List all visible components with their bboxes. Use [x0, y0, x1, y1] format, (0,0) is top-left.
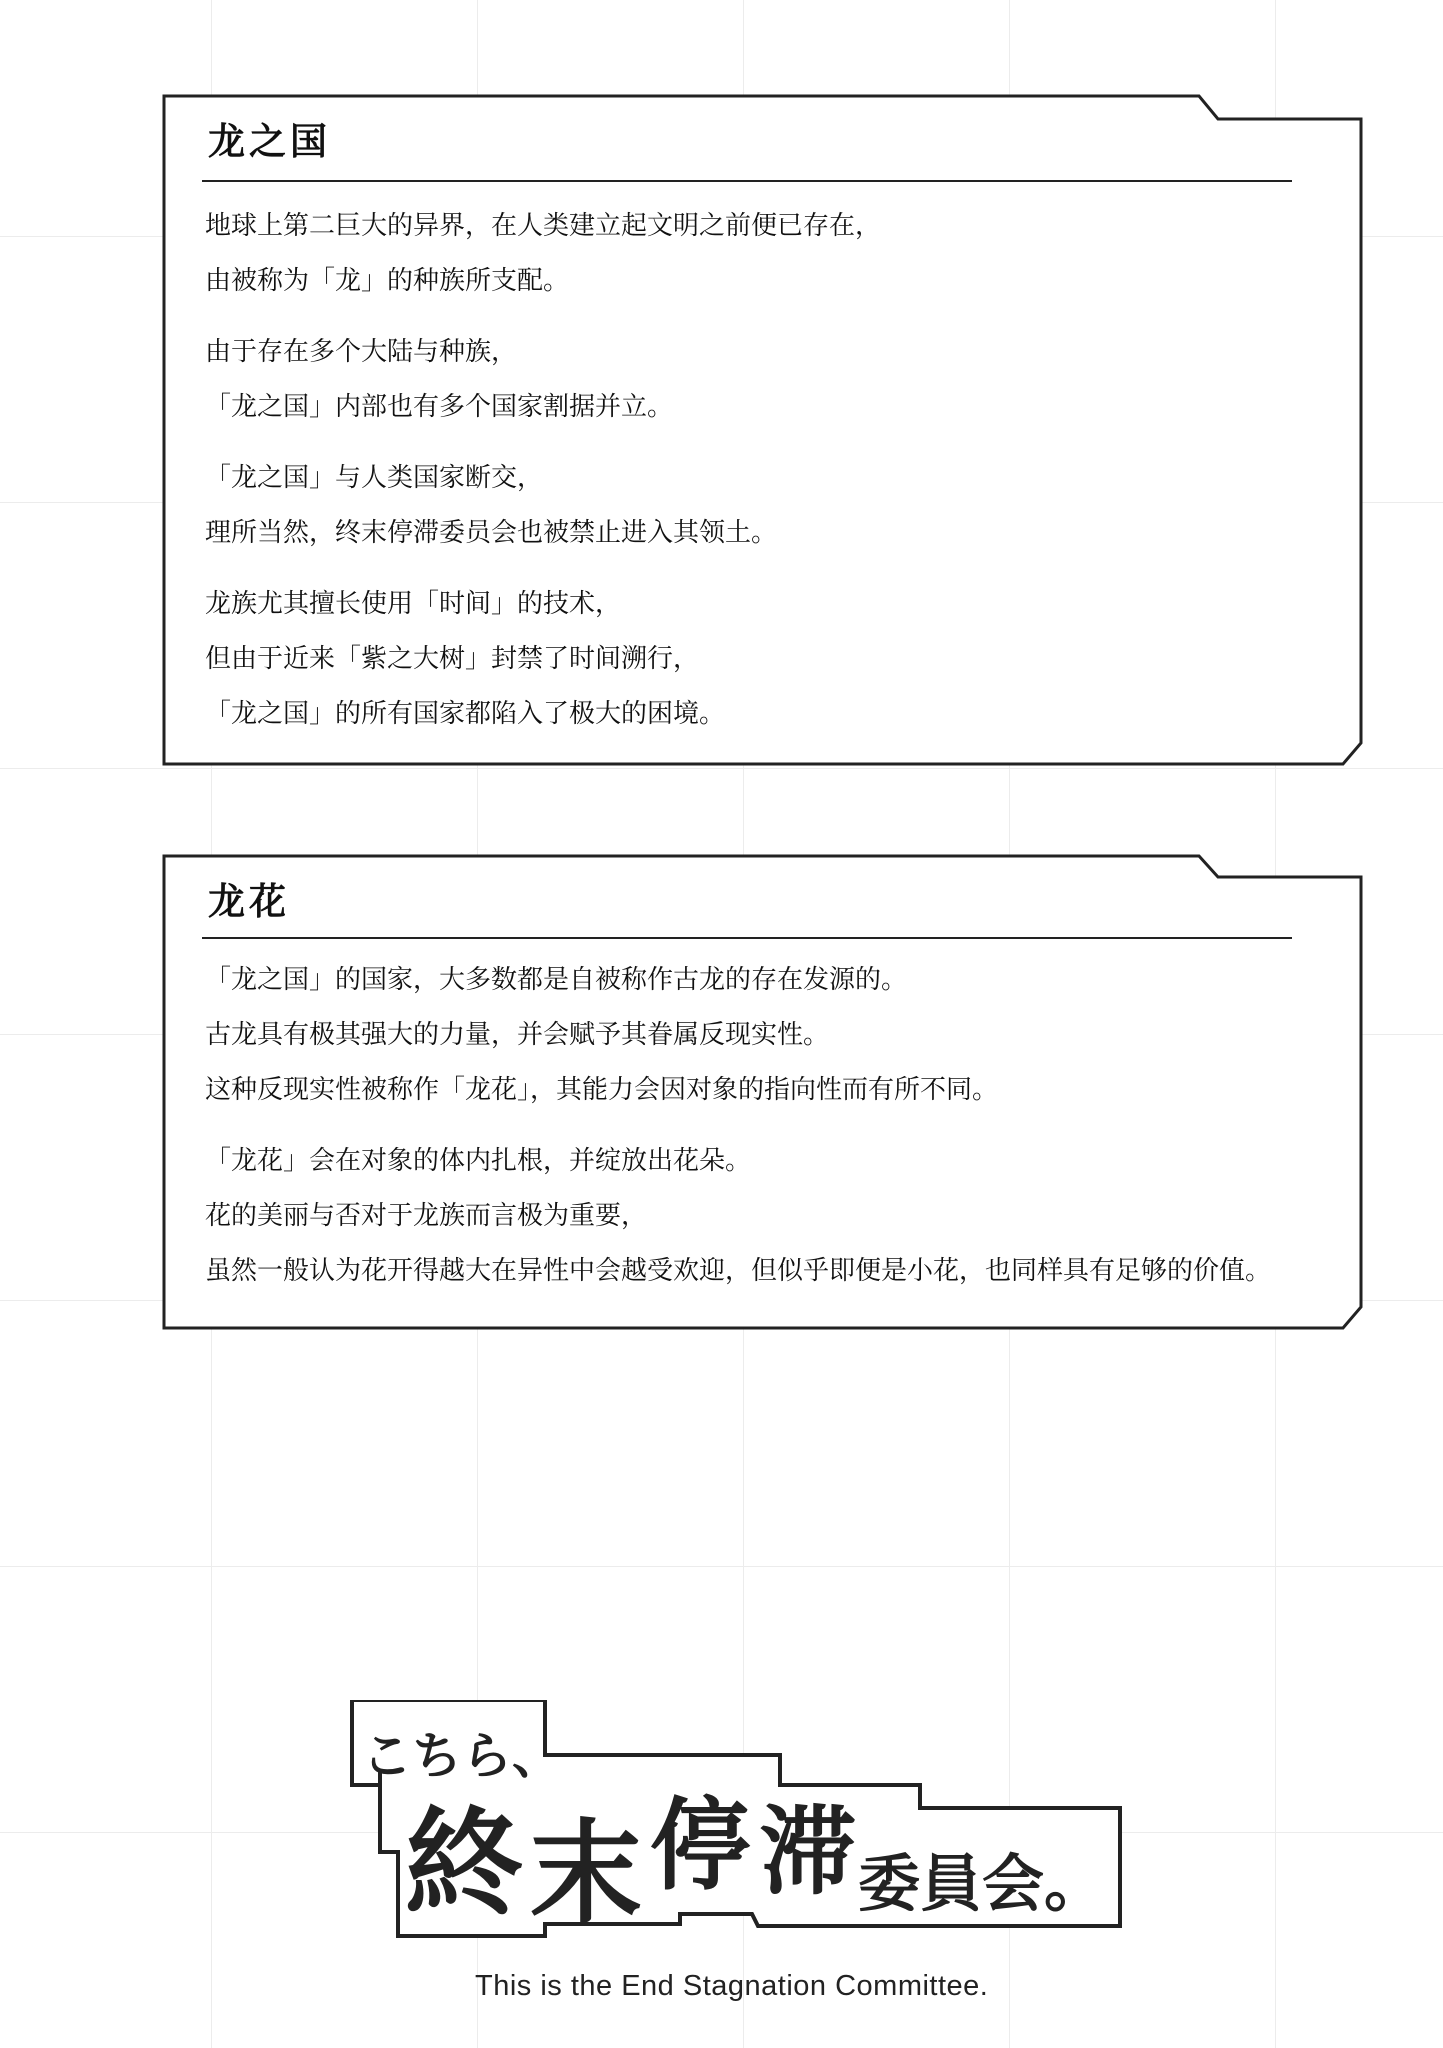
paragraph — [205, 577, 881, 742]
logo-char: 終 — [405, 1795, 524, 1933]
text-line: 地球上第二巨大的异界，在人类建立起文明之前便已存在， — [205, 211, 882, 241]
info-card-dragon-flower — [163, 855, 1363, 1330]
text-line: 由被称为「龙」的种族所支配。 — [205, 266, 570, 296]
logo-char: 末 — [530, 1809, 642, 1939]
paragraph — [205, 325, 881, 435]
card-body — [205, 953, 1271, 1299]
paragraph-gap — [205, 309, 881, 325]
text-line: 由于存在多个大陆与种族， — [205, 337, 518, 367]
paragraph — [205, 1134, 1271, 1299]
logo-sub: 委員会。 — [858, 1847, 1107, 1920]
tagline: This is the End Stagnation Committee. — [475, 1970, 989, 2002]
paragraph — [205, 199, 881, 309]
paragraph — [205, 953, 1271, 1118]
text-line: 古龙具有极其强大的力量，并会赋予其眷属反现实性。 — [205, 1020, 830, 1050]
text-line: 「龙之国」的国家，大多数都是自被称作古龙的存在发源的。 — [205, 965, 908, 995]
card-title: 龙花 — [208, 880, 290, 923]
text-line: 龙族尤其擅长使用「时间」的技术， — [205, 589, 622, 619]
text-line: 「龙之国」内部也有多个国家割据并立。 — [205, 392, 674, 422]
paragraph-gap — [205, 561, 881, 577]
title-divider — [202, 180, 1292, 182]
paragraph — [205, 451, 881, 561]
card-title: 龙之国 — [208, 120, 331, 163]
series-logo — [350, 1700, 1130, 1940]
text-line: 但由于近来「紫之大树」封禁了时间溯行， — [205, 644, 700, 674]
logo-char: 滞 — [760, 1796, 856, 1908]
text-line: 这种反现实性被称作「龙花」，其能力会因对象的指向性而有所不同。 — [205, 1075, 999, 1105]
text-line: 「龙之国」的所有国家都陷入了极大的困境。 — [205, 699, 726, 729]
logo-line1: こちら、 — [362, 1727, 562, 1785]
paragraph-gap — [205, 435, 881, 451]
logo-char: 停 — [650, 1787, 750, 1904]
text-line: 「龙花」会在对象的体内扎根，并绽放出花朵。 — [205, 1146, 752, 1176]
paragraph-gap — [205, 1118, 1271, 1134]
text-line: 虽然一般认为花开得越大在异性中会越受欢迎，但似乎即便是小花，也同样具有足够的价值。 — [205, 1256, 1272, 1286]
text-line: 理所当然，终末停滞委员会也被禁止进入其领土。 — [205, 518, 778, 548]
text-line: 「龙之国」与人类国家断交， — [205, 463, 544, 493]
info-card-dragon-country — [163, 95, 1363, 765]
text-line: 花的美丽与否对于龙族而言极为重要， — [205, 1201, 648, 1231]
card-body — [205, 199, 881, 742]
title-divider — [202, 937, 1292, 939]
